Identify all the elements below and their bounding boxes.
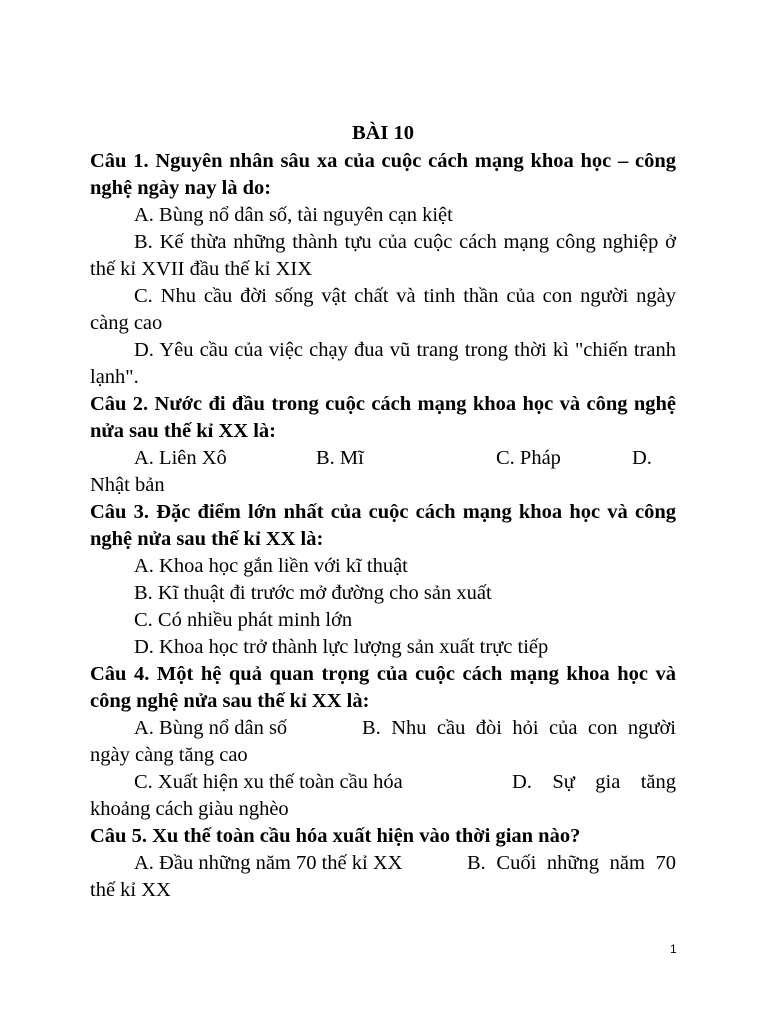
- question-4: Câu 4. Một hệ quả quan trọng của cuộc cách mạng khoa học và công nghệ nửa sau thế kỉ XX là:: [90, 663, 676, 712]
- q4-answer-b: B. Nhu cầu đòi hỏi của con người: [362, 717, 676, 739]
- q5-answer-b: B. Cuối những năm 70: [467, 852, 676, 874]
- question-1: Câu 1. Nguyên nhân sâu xa của cuộc cách mạng khoa học – công nghệ ngày nay là do:: [90, 150, 676, 199]
- q3-answer-c: C. Có nhiều phát minh lớn: [134, 609, 353, 631]
- q4-answer-b-continued: ngày càng tăng cao: [90, 744, 248, 766]
- q5-answers-row: [90, 850, 676, 877]
- q4-answer-a: A. Bùng nổ dân số: [134, 717, 288, 739]
- lesson-title: BÀI 10: [351, 122, 415, 144]
- question-3: Câu 3. Đặc điểm lớn nhất của cuộc cách mạng khoa học và công nghệ nửa sau thế kỉ XX là:: [90, 501, 676, 550]
- q1-answer-c: C. Nhu cầu đời sống vật chất và tinh thần của con người ngày càng cao: [90, 285, 676, 334]
- q4-answer-c: C. Xuất hiện xu thế toàn cầu hóa: [134, 771, 403, 793]
- q5-answer-b-continued: thế kỉ XX: [90, 879, 171, 901]
- document-page: [90, 118, 676, 904]
- q3-answer-d: D. Khoa học trở thành lực lượng sản xuất trực tiếp: [134, 636, 549, 658]
- q2-answers-row: [90, 445, 676, 472]
- q2-answer-b: B. Mĩ: [316, 447, 364, 469]
- q4-answers-row-2: [90, 769, 676, 796]
- question-2: Câu 2. Nước đi đầu trong cuộc cách mạng khoa học và công nghệ nửa sau thế kỉ XX là:: [90, 393, 676, 442]
- q1-answer-a: A. Bùng nổ dân số, tài nguyên cạn kiệt: [134, 204, 453, 226]
- question-5: Câu 5. Xu thế toàn cầu hóa xuất hiện vào thời gian nào?: [90, 825, 581, 847]
- q5-answer-a: A. Đầu những năm 70 thế kỉ XX: [134, 852, 403, 874]
- q1-answer-d: D. Yêu cầu của việc chạy đua vũ trang trong thời kì "chiến tranh lạnh".: [90, 339, 676, 388]
- q4-answer-d: D. Sự gia tăng: [512, 771, 676, 793]
- q2-answer-d-label: D.: [632, 447, 652, 469]
- q2-answer-c: C. Pháp: [496, 447, 561, 469]
- q4-answers-row-1: [90, 715, 676, 742]
- page-number: 1: [670, 942, 677, 956]
- q4-answer-d-continued: khoảng cách giàu nghèo: [90, 798, 289, 820]
- q2-answer-d-text: Nhật bản: [90, 474, 165, 496]
- q1-answer-b: B. Kế thừa những thành tựu của cuộc cách mạng công nghiệp ở thế kỉ XVII đầu thế kỉ XIX: [90, 231, 676, 280]
- q3-answer-b: B. Kĩ thuật đi trước mở đường cho sản xuất: [134, 582, 492, 604]
- q3-answer-a: A. Khoa học gắn liền với kĩ thuật: [134, 555, 408, 577]
- q2-answer-a: A. Liên Xô: [134, 447, 227, 469]
